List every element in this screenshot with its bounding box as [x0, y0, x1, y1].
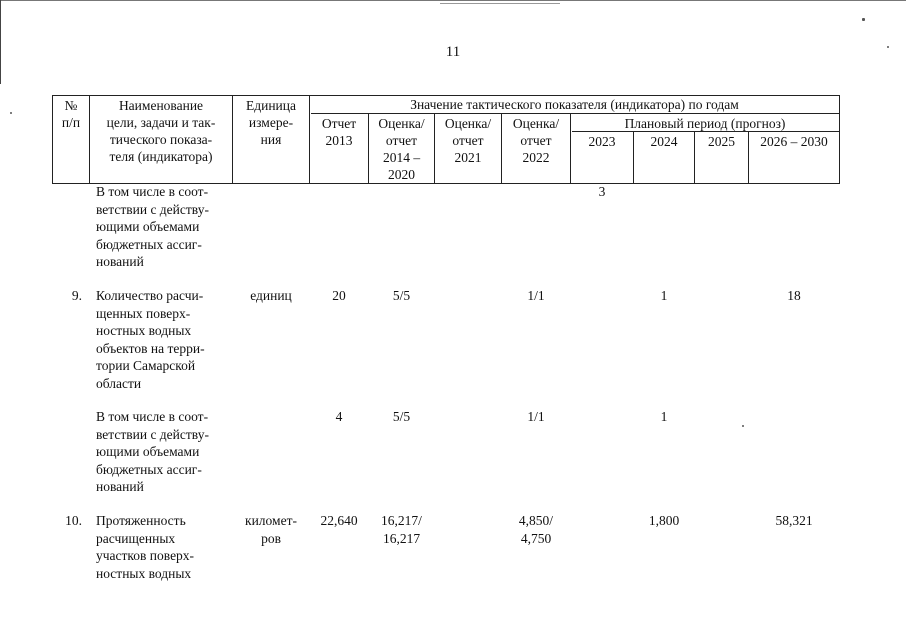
value-estimate-2014-2020: 5/5: [392, 409, 411, 424]
indicator-name: Протяженность расчищенных участков поверх- ностных водных: [96, 513, 195, 581]
header-number: № п/п: [61, 98, 81, 130]
scan-speck: [10, 112, 12, 114]
value-2024: 1: [660, 288, 668, 303]
header-indicator-name: Наименование цели, задачи и так- тического показа- теля (индикатора): [106, 98, 216, 164]
value-report-2013: 20: [332, 288, 346, 303]
unit: единиц: [250, 288, 292, 303]
scan-speck: [862, 18, 865, 21]
value-2024: 1,800: [648, 513, 680, 528]
value-2024: 1: [660, 409, 668, 424]
indicator-name: В том числе в соот- ветствии с действу- ющими объемами бюджетных ассиг- нований: [96, 409, 209, 494]
scan-speck: [742, 425, 744, 427]
row-number: 10.: [65, 513, 82, 528]
header-values-title: Значение тактического показателя (индикатора) по годам: [410, 97, 739, 112]
value-2026-2030: 58,321: [775, 513, 813, 528]
header-report-2013: Отчет 2013: [321, 116, 357, 148]
row-number: 9.: [71, 288, 82, 303]
header-unit: Единица измере- ния: [245, 98, 296, 147]
scan-edge-mark: [440, 3, 560, 4]
unit: километ- ров: [245, 513, 297, 546]
indicator-name: В том числе в соот- ветствии с действу- ющими объемами бюджетных ассиг- нований: [96, 184, 209, 269]
value-report-2013: 22,640: [320, 513, 358, 528]
value-estimate-2022: 1/1: [527, 288, 545, 303]
header-year-2024: 2024: [650, 134, 678, 149]
header-estimate-2021: Оценка/ отчет 2021: [444, 116, 492, 165]
value-report-2013: 4: [335, 409, 343, 424]
value-2026-2030: 18: [787, 288, 801, 303]
indicator-name: Количество расчи- щенных поверх- ностных водных объектов на терри- тории Самарской области: [96, 288, 205, 391]
header-year-2023: 2023: [588, 134, 616, 149]
scan-speck: [887, 46, 889, 48]
scan-edge-top: [0, 0, 906, 1]
scan-edge-left: [0, 0, 1, 84]
header-years-2026-2030: 2026 – 2030: [760, 134, 828, 149]
table-header: [52, 95, 840, 184]
header-year-2025: 2025: [708, 134, 735, 149]
header-planned-period: Плановый период (прогноз): [624, 116, 786, 131]
header-estimate-2022: Оценка/ отчет 2022: [512, 116, 560, 165]
value-estimate-2014-2020: 16,217/ 16,217: [381, 513, 422, 546]
page-number: 11: [445, 44, 461, 60]
value-estimate-2014-2020: 5/5: [392, 288, 411, 303]
value-estimate-2022: 4,850/ 4,750: [518, 513, 554, 546]
value-2023: 3: [598, 184, 606, 199]
header-estimate-2014-2020: Оценка/ отчет 2014 – 2020: [378, 116, 425, 182]
value-estimate-2022: 1/1: [527, 409, 545, 424]
